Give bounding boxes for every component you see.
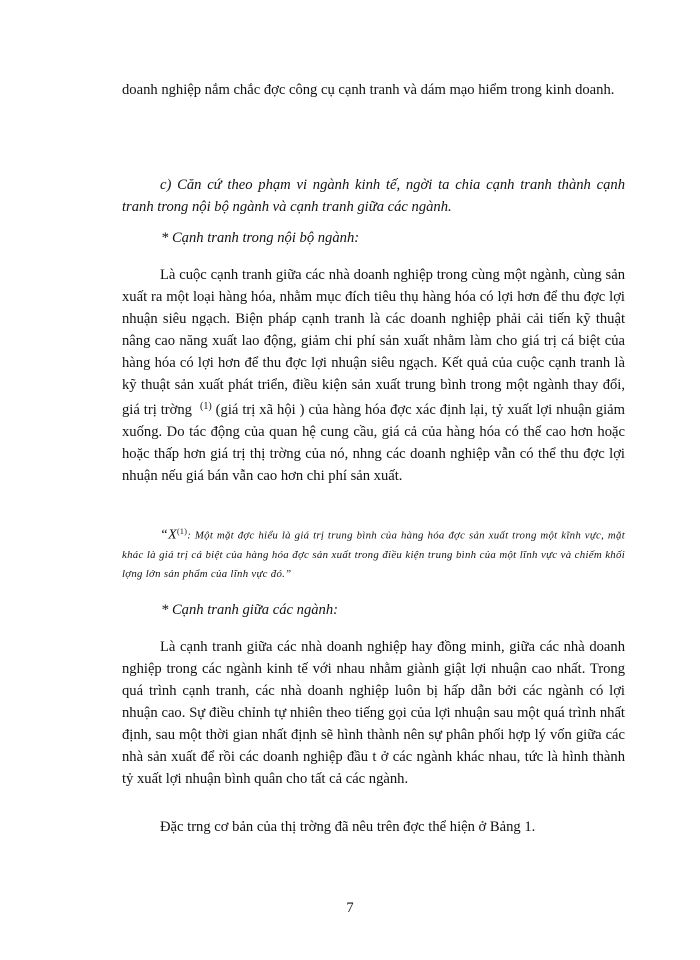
between-industries-paragraph: Là cạnh tranh giữa các nhà doanh nghiệp hay đồng minh, giữa các nhà doanh nghiệp trong các ngành kinh tế với nhau nhằm giành giật lợi nhuận cao nhất. Trong quá trình cạnh tranh, các nhà doanh nghiệp luôn bị hấp dẫn bởi các ngành có lợi nhuận cao. Sự điều chỉnh tự nhiên theo tiếng gọi của lợi nhuận sau một quá trình nhất định, sau một thời gian nhất định sẽ hình thành nên sự phân phối hợp lý vốn giữa các nhà sản xuất để rồi các doanh nghiệp đầu t ở các ngành khác nhau, tức là hình thành tỷ xuất lợi nhuận bình quân cho tất cả các ngành. [122,639,625,787]
internal-competition-paragraph [122,264,625,487]
quote-superscript: (1) [176,527,188,536]
intro-paragraph: doanh nghiệp nắm chắc đợc công cụ cạnh tranh và dám mạo hiểm trong kinh doanh. [122,82,615,98]
footnote-quote [122,522,625,584]
internal-paragraph-part-1: Là cuộc cạnh tranh giữa các nhà doanh nghiệp trong cùng một ngành, cùng sản xuất ra một loại hàng hóa, nhằm mục đích tiêu thụ hàng hóa có lợi hơn để thu đợc lợi nhuận siêu ngạch. Biện pháp cạnh tranh là các doanh nghiệp phải cải tiến kỹ thuật nâng cao năng xuất lao động, giảm chi phí sản xuất nhằm làm cho giá trị cá biệt của hàng hóa có lợi hơn để thu đợc lợi nhuận siêu ngạch. Kết quả của cuộc cạnh tranh là kỹ thuật sản xuất phát triển, điều kiện sản xuất trung bình trong một ngành thay đổi, giá trị trờng [122,267,625,418]
quote-text: : Một mặt đợc hiểu là giá trị trung bình của hàng hóa đợc sản xuất trong một kĩnh vực, mặt khác là giá trị cá biệt của hàng hóa đợc sản xuất trong điều kiện trung bình của một lĩnh vực và chiếm khối lợng lớn sản phẩm của lĩnh vực đó.” [122,529,625,580]
footnote-marker: (1) [199,401,212,412]
heading-between-industries: * Cạnh tranh giữa các ngành: [161,602,338,618]
heading-internal-competition: * Cạnh tranh trong nội bộ ngành: [161,230,360,246]
quote-open: “X [160,527,177,543]
final-paragraph: Đặc trng cơ bản của thị trờng đã nêu trên đợc thể hiện ở Bảng 1. [160,819,536,835]
page-number: 7 [346,900,354,916]
internal-paragraph-part-2: (giá trị xã hội ) của hàng hóa đợc xác định lại, tỷ xuất lợi nhuận giảm xuống. Do tác động của quan hệ cung cầu, giá cả của hàng hóa có thể cao hơn hoặc hoặc thấp hơn giá trị thị trờng của nó, nhng các doanh nghiệp vẫn có thể thu đợc lợi nhuận nếu giá bán vẫn cao hơn chi phí sản xuất. [122,402,625,484]
section-c-paragraph: c) Căn cứ theo phạm vi ngành kinh tế, ngời ta chia cạnh tranh thành cạnh tranh trong nội bộ ngành và cạnh tranh giữa các ngành. [122,177,625,215]
